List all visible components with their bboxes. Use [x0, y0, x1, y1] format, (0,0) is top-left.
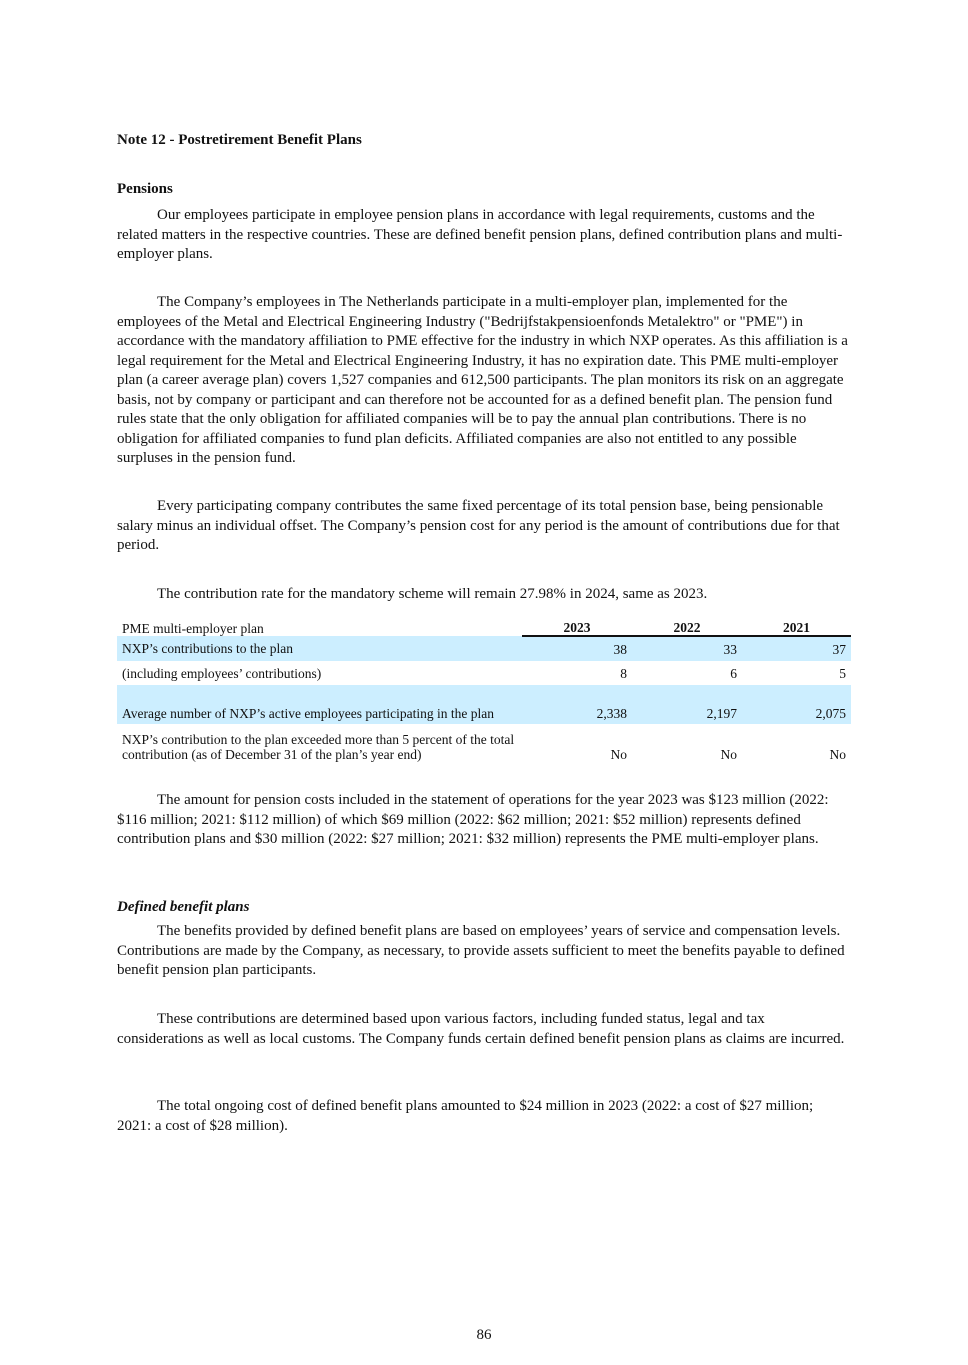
- table-cell: No: [720, 747, 737, 762]
- row-label: Average number of NXP’s active employees participating in the plan: [117, 685, 522, 724]
- paragraph-pension-plans: Our employees participate in employee pension plans in accordance with legal requirements, customs and the related matters in the respective countries. These are defined benefit pension plans, defined contribution plans and multi-employer plans.: [117, 207, 843, 262]
- defined-benefit-heading: Defined benefit plans: [117, 899, 250, 915]
- contribution-rate: [117, 585, 851, 605]
- defined-benefit-factors: [117, 1010, 851, 1049]
- pme-description: [117, 293, 851, 469]
- table-cell: 2,197: [632, 685, 742, 724]
- paragraph-db-factors: These contributions are determined based upon various factors, including funded status, legal and tax considerations as well as local customs. The Company funds certain defined benefit pension plans as claims are incurred.: [117, 1011, 845, 1047]
- table-row: [117, 661, 851, 685]
- paragraph-db-cost: The total ongoing cost of defined benefit plans amounted to $24 million in 2023 (2022: a cost of $27 million; 2021: a cost of $28 million).: [117, 1098, 814, 1134]
- pensions-heading: Pensions: [117, 181, 173, 197]
- table-cell: 6: [730, 665, 737, 681]
- note-title: Note 12 - Postretirement Benefit Plans: [117, 132, 362, 148]
- year-header: 2023: [522, 615, 632, 636]
- table-row: [117, 724, 851, 764]
- table-row: [117, 685, 851, 724]
- pme-table: [117, 615, 851, 764]
- year-header: 2022: [632, 615, 742, 636]
- paragraph-pension-costs: The amount for pension costs included in the statement of operations for the year 2023 was $123 million (2022: $116 million; 2021: $112 million) of which $69 million (2022: $62 million; 2021: $52 million) represents defined contribution plans and $30 million (2022: $27 million; 2021: $32 million) represents the PME multi-employer plans.: [117, 792, 829, 847]
- table-cell: 5: [839, 665, 846, 681]
- row-label: NXP’s contributions to the plan: [117, 636, 522, 661]
- table-cell: 38: [522, 636, 632, 661]
- table-cell: 2,338: [522, 685, 632, 724]
- pension-costs: [117, 791, 851, 850]
- row-label: (including employees’ contributions): [122, 665, 322, 681]
- table-row: [117, 636, 851, 661]
- paragraph-contribution-rate: The contribution rate for the mandatory scheme will remain 27.98% in 2024, same as 2023.: [157, 586, 708, 602]
- table-cell: 33: [632, 636, 742, 661]
- row-label: NXP’s contribution to the plan exceeded more than 5 percent of the total contribution (as of December 31 of the plan’s year end): [122, 732, 515, 762]
- defined-benefit-intro: [117, 922, 851, 981]
- paragraph-db-benefits: The benefits provided by defined benefit plans are based on employees’ years of service and compensation levels. Contributions are made by the Company, as necessary, to provide assets sufficient to meet the benefits payable to defined benefit pension plan participants.: [117, 923, 845, 978]
- page-number: 86: [476, 1327, 492, 1343]
- paragraph-contribution-basis: Every participating company contributes the same fixed percentage of its total pension base, being pensionable salary minus an individual offset. The Company’s pension cost for any period is the amount of contributions due for that period.: [117, 498, 840, 553]
- table-cell: 2,075: [742, 685, 851, 724]
- table-header-row: [117, 615, 851, 636]
- table-cell: 37: [742, 636, 851, 661]
- paragraph-pme-plan: The Company’s employees in The Netherlands participate in a multi-employer plan, implemented for the employees of the Metal and Electrical Engineering Industry ("Bedrijfstakpensioenfonds Metalektro" or "PME") in accordance with the mandatory affiliation to PME effective for the industry in which NXP operates. As this affiliation is a legal requirement for the Metal and Electrical Engineering Industry, it has no expiration date. This PME multi-employer plan (a career average plan) covers 1,527 companies and 612,500 participants. The plan monitors its risk on an aggregate basis, not by company or participant and can therefore not be accounted for as a defined benefit plan. The pension fund rules state that the only obligation for affiliated companies will be to pay the annual plan contributions. There is no obligation for affiliated companies to fund plan deficits. Affiliated companies are also not entitled to any possible surpluses in the pension fund.: [117, 294, 848, 466]
- table-cell: No: [829, 747, 846, 762]
- pensions-intro: [117, 206, 851, 265]
- table-cell: No: [610, 747, 627, 762]
- defined-benefit-cost: [117, 1097, 851, 1136]
- year-header: 2021: [742, 615, 851, 636]
- table-header-label: PME multi-employer plan: [122, 621, 264, 636]
- contribution-basis: [117, 497, 851, 556]
- table-cell: 8: [620, 665, 627, 681]
